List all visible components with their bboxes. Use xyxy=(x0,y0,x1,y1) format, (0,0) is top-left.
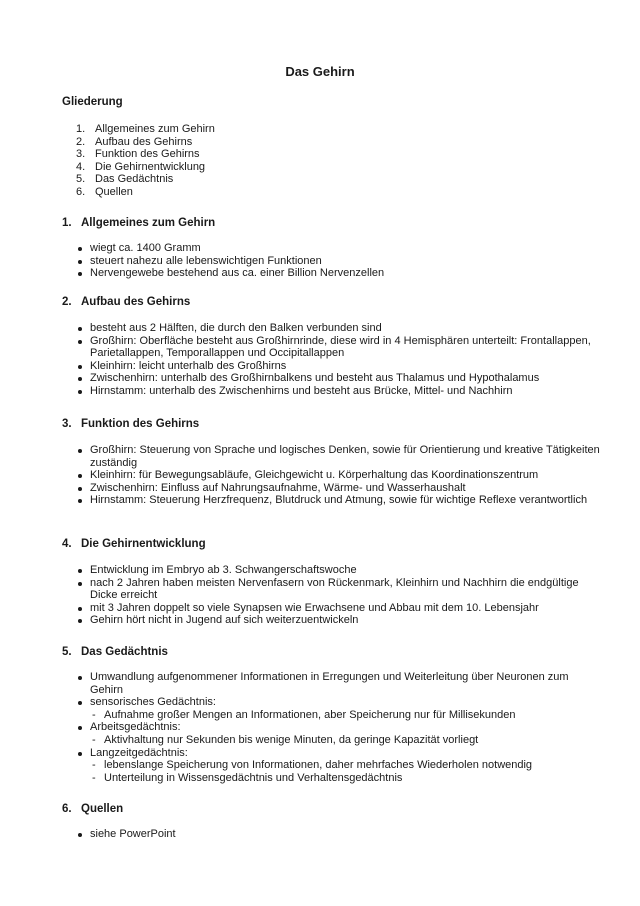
sub-list-item: - Aktivhaltung nur Sekunden bis wenige Minuten, da geringe Kapazität vorliegt xyxy=(90,734,602,747)
toc-item-number: 4. xyxy=(76,160,86,173)
list-item: Hirnstamm: Steuerung Herzfrequenz, Blutdruck und Atmung, sowie für wichtige Reflexe verantwortlich xyxy=(62,494,602,507)
section-title: Aufbau des Gehirns xyxy=(81,296,191,308)
section-number: 5. xyxy=(62,646,72,658)
sub-list-item: - Aufnahme großer Mengen an Informationen, aber Speicherung nur für Millisekunden xyxy=(90,709,602,722)
list-item: mit 3 Jahren doppelt so viele Synapsen wie Erwachsene und Abbau mit dem 10. Lebensjahr xyxy=(62,602,602,615)
toc-item-label: Das Gedächtnis xyxy=(95,173,174,186)
section-number: 4. xyxy=(62,538,72,550)
toc-item-number: 2. xyxy=(76,135,86,148)
section-title: Das Gedächtnis xyxy=(81,646,168,658)
list-item: Zwischenhirn: Einfluss auf Nahrungsaufnahme, Wärme- und Wasserhaushalt xyxy=(62,482,602,495)
list-item xyxy=(62,721,602,746)
list-item: Hirnstamm: unterhalb des Zwischenhirns und besteht aus Brücke, Mittel- und Nachhirn xyxy=(62,385,602,398)
list-item-text: Umwandlung aufgenommener Informationen in Erregungen und Weiterleitung über Neuronen zum Gehirn xyxy=(90,671,569,696)
sub-list-item: - Unterteilung in Wissensgedächtnis und Verhaltensgedächtnis xyxy=(90,772,602,785)
sub-list-item: - lebenslange Speicherung von Informationen, daher mehrfaches Wiederholen notwendig xyxy=(90,759,602,772)
list-item xyxy=(62,671,602,696)
list-item: Gehirn hört nicht in Jugend auf sich weiterzuentwickeln xyxy=(62,614,602,627)
toc-item-label: Aufbau des Gehirns xyxy=(95,135,193,148)
section-title: Die Gehirnentwicklung xyxy=(81,538,206,550)
list-item: Kleinhirn: für Bewegungsabläufe, Gleichgewicht u. Körperhaltung das Koordinationszentrum xyxy=(62,469,602,482)
page-title: Das Gehirn xyxy=(285,64,355,79)
toc-item xyxy=(62,148,602,161)
toc-item xyxy=(62,136,602,149)
toc-item xyxy=(62,173,602,186)
toc-item-number: 5. xyxy=(76,173,86,186)
toc-heading-label: Gliederung xyxy=(62,96,123,108)
list-item: Großhirn: Steuerung von Sprache und logisches Denken, sowie für Orientierung und kreative Tätigkeiten zuständig xyxy=(62,444,602,469)
toc-list xyxy=(62,123,602,199)
toc-item-number: 3. xyxy=(76,148,86,161)
list-item-text: Langzeitgedächtnis: xyxy=(90,746,188,759)
toc-item xyxy=(62,123,602,136)
list-item xyxy=(62,747,602,785)
section-6-list xyxy=(62,828,602,841)
list-item: Kleinhirn: leicht unterhalb des Großhirns xyxy=(62,360,602,373)
section-number: 3. xyxy=(62,418,72,430)
section-number: 1. xyxy=(62,217,72,229)
list-item: wiegt ca. 1400 Gramm xyxy=(62,242,602,255)
section-3-list xyxy=(62,444,602,507)
section-3-heading xyxy=(62,417,602,431)
list-item: siehe PowerPoint xyxy=(62,828,602,841)
section-4-list xyxy=(62,564,602,627)
toc-item-label: Die Gehirnentwicklung xyxy=(95,160,206,173)
toc-item xyxy=(62,186,602,199)
section-number: 6. xyxy=(62,803,72,815)
section-5-list xyxy=(62,671,602,784)
list-item: besteht aus 2 Hälften, die durch den Balken verbunden sind xyxy=(62,322,602,335)
list-item: Zwischenhirn: unterhalb des Großhirnbalkens und besteht aus Thalamus und Hypothalamus xyxy=(62,372,602,385)
section-title: Funktion des Gehirns xyxy=(81,418,200,430)
list-item xyxy=(62,696,602,721)
section-title: Quellen xyxy=(81,803,124,815)
section-4-heading xyxy=(62,537,602,551)
toc-item-number: 1. xyxy=(76,123,86,135)
list-item: Nervengewebe bestehend aus ca. einer Billion Nervenzellen xyxy=(62,267,602,280)
toc-item-label: Quellen xyxy=(95,185,133,198)
section-6-heading xyxy=(62,802,602,816)
section-2-heading xyxy=(62,295,602,309)
section-1-heading xyxy=(62,216,602,230)
list-item: Entwicklung im Embryo ab 3. Schwangerschaftswoche xyxy=(62,564,602,577)
list-item: Großhirn: Oberfläche besteht aus Großhirnrinde, diese wird in 4 Hemisphären unterteilt: Frontallappen, Parietallappen, Temporallappen und Occipitallappen xyxy=(62,335,602,360)
section-2-list xyxy=(62,322,602,398)
list-item-text: Arbeitsgedächtnis: xyxy=(90,721,181,734)
toc-item xyxy=(62,161,602,174)
toc-item-label: Allgemeines zum Gehirn xyxy=(95,123,215,135)
section-number: 2. xyxy=(62,296,72,308)
section-5-heading xyxy=(62,645,602,659)
toc-item-label: Funktion des Gehirns xyxy=(95,148,200,161)
section-1-list xyxy=(62,242,602,280)
section-title: Allgemeines zum Gehirn xyxy=(81,217,216,229)
list-item: steuert nahezu alle lebenswichtigen Funktionen xyxy=(62,255,602,268)
list-item-text: sensorisches Gedächtnis: xyxy=(90,696,216,709)
toc-item-number: 6. xyxy=(76,185,86,198)
list-item: nach 2 Jahren haben meisten Nervenfasern von Rückenmark, Kleinhirn und Nachhirn die endgültige Dicke erreicht xyxy=(62,577,602,602)
toc-heading xyxy=(62,95,602,109)
